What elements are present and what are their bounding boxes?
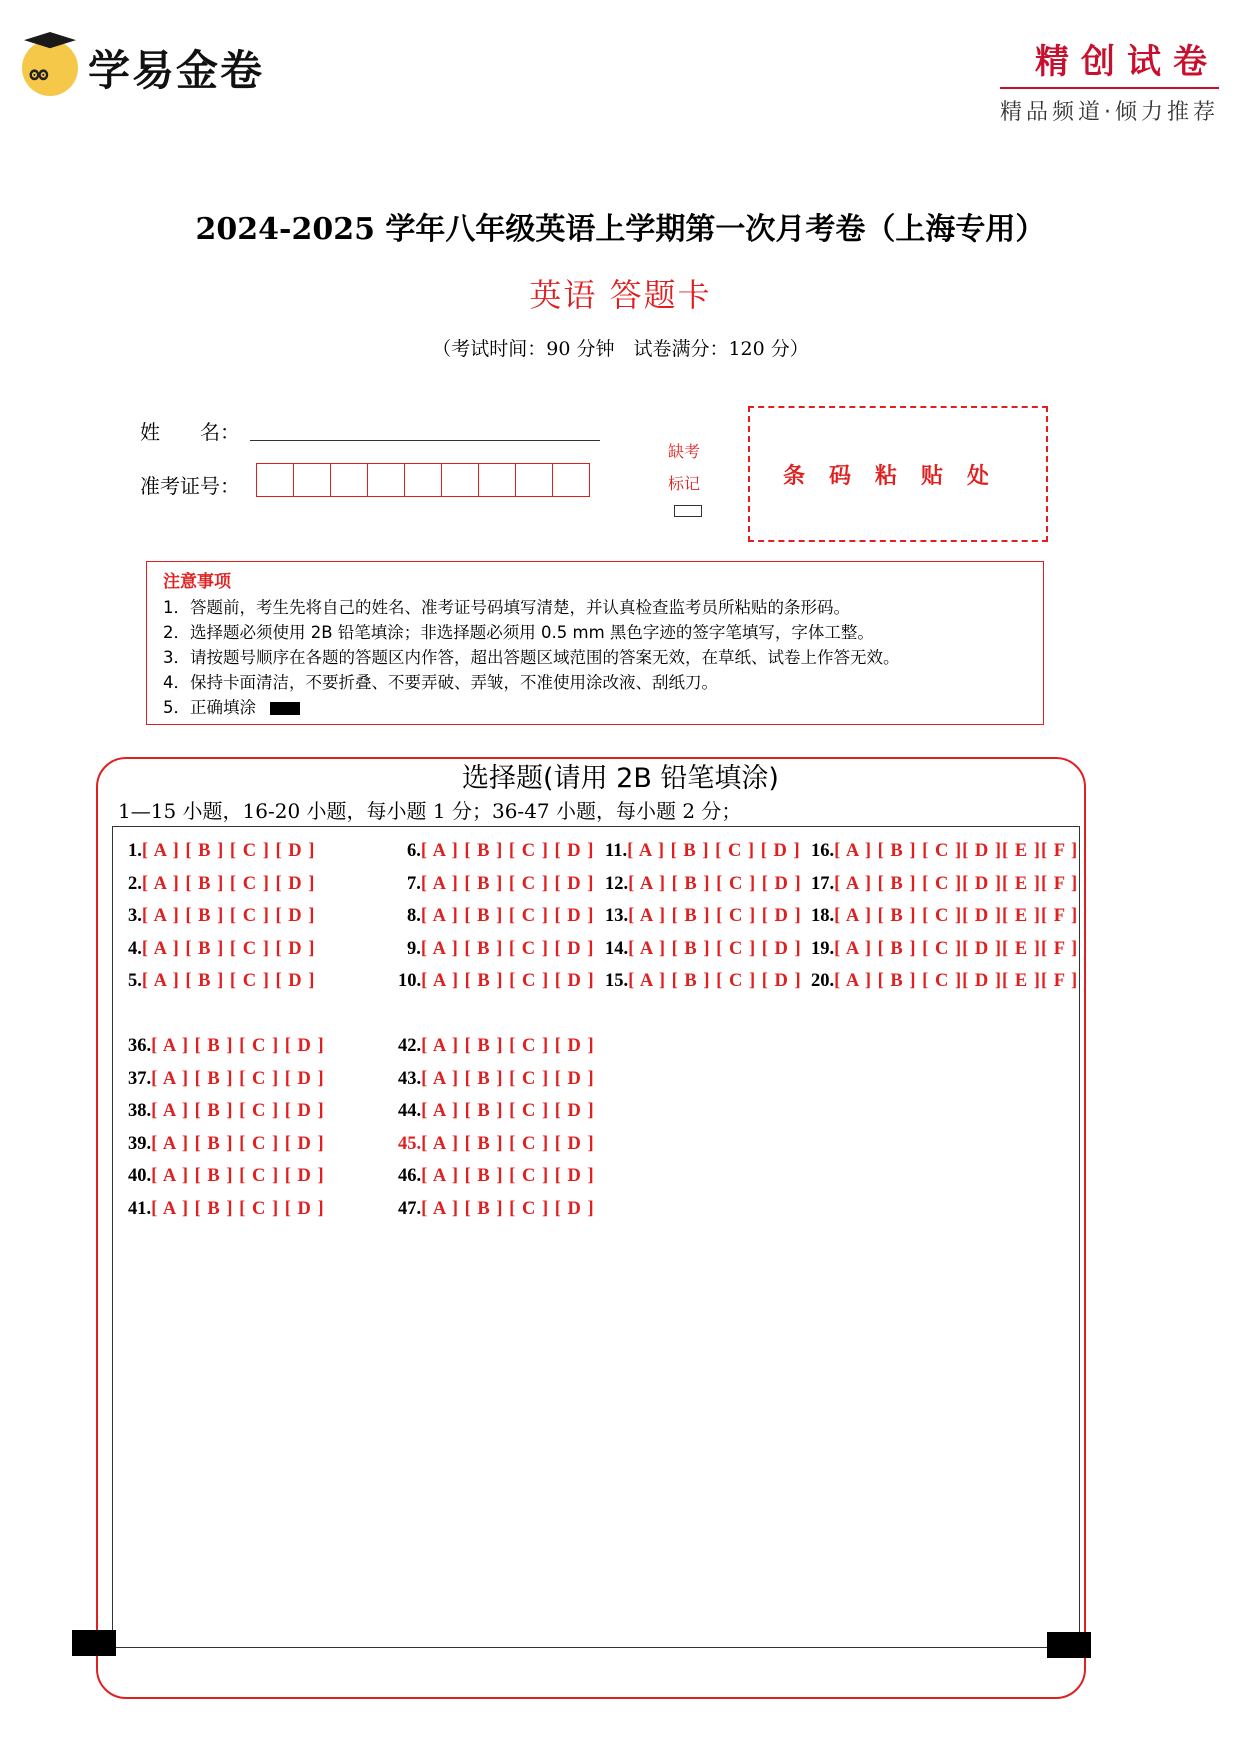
- notice-item-text: 5．正确填涂: [163, 698, 256, 717]
- name-label: 姓 名：: [140, 420, 240, 444]
- page-title: 2024-2025 学年八年级英语上学期第一次月考卷（上海专用）: [195, 212, 1046, 247]
- question-row[interactable]: [398, 1101, 595, 1122]
- notice-box: [146, 561, 1044, 725]
- question-row[interactable]: [407, 841, 594, 862]
- brand-title: 精创试卷: [1000, 34, 1219, 89]
- question-number: 20.: [811, 971, 835, 991]
- notice-item: 1．答题前，考生先将自己的姓名、准考证号码填写清楚，并认真检查监考员所粘贴的条形码。: [163, 598, 850, 617]
- answer-options[interactable]: [ A ] [ B ] [ C ] [ D ]: [421, 1101, 595, 1121]
- id-digit-box[interactable]: [294, 464, 331, 496]
- brand-subtitle: 精品频道·倾力推荐: [1000, 100, 1219, 125]
- section-note: 1—15 小题，16-20 小题，每小题 1 分；36-47 小题，每小题 2 分；: [118, 799, 742, 823]
- exam-id-boxes[interactable]: [256, 463, 590, 497]
- answer-options[interactable]: [ A ] [ B ] [ C ][ D ][ E ][ F ]: [834, 939, 1079, 959]
- question-number: 47.: [398, 1199, 422, 1219]
- answer-options[interactable]: [ A ] [ B ] [ C ] [ D ]: [421, 971, 595, 991]
- answer-options[interactable]: [ A ] [ B ] [ C ] [ D ]: [151, 1036, 325, 1056]
- question-number: 40.: [128, 1166, 152, 1186]
- question-row[interactable]: [407, 906, 594, 927]
- mascot-icon: [22, 40, 78, 96]
- question-number: 46.: [398, 1166, 422, 1186]
- answer-options[interactable]: [ A ] [ B ] [ C ] [ D ]: [420, 841, 595, 861]
- answer-options[interactable]: [ A ] [ B ] [ C ] [ D ]: [628, 939, 802, 959]
- id-digit-box[interactable]: [479, 464, 516, 496]
- question-row[interactable]: [128, 1101, 325, 1122]
- exam-info: （考试时间：90 分钟 试卷满分：120 分）: [432, 338, 809, 360]
- question-number: 2.: [128, 874, 142, 894]
- notice-item: 4．保持卡面清洁，不要折叠、不要弄破、弄皱，不准使用涂改液、刮纸刀。: [163, 673, 718, 692]
- question-number: 3.: [128, 906, 142, 926]
- id-digit-box[interactable]: [368, 464, 405, 496]
- absent-label-line2: 标记: [668, 474, 701, 493]
- question-row[interactable]: [811, 841, 1078, 862]
- brand-block: [1000, 34, 1219, 126]
- question-number: 13.: [605, 906, 629, 926]
- question-number: 16.: [811, 841, 835, 861]
- question-number: 9.: [407, 939, 421, 959]
- question-row[interactable]: [605, 939, 802, 960]
- id-digit-box[interactable]: [331, 464, 368, 496]
- notice-title: 注意事项: [163, 572, 231, 592]
- answer-options[interactable]: [ A ] [ B ] [ C ] [ D ]: [420, 939, 595, 959]
- answer-options[interactable]: [ A ] [ B ] [ C ][ D ][ E ][ F ]: [834, 971, 1079, 991]
- barcode-area: 条码粘贴处: [748, 406, 1048, 542]
- question-row[interactable]: [605, 971, 802, 992]
- graduation-cap-icon: [24, 32, 76, 50]
- question-number: 1.: [128, 841, 142, 861]
- question-row[interactable]: [398, 1036, 595, 1057]
- id-digit-box[interactable]: [516, 464, 553, 496]
- answer-options[interactable]: [ A ] [ B ] [ C ] [ D ]: [151, 1199, 325, 1219]
- answer-sheet-subtitle: 英语 答题卡: [529, 276, 712, 314]
- question-row[interactable]: [128, 1036, 325, 1057]
- answer-options[interactable]: [ A ] [ B ] [ C ][ D ][ E ][ F ]: [834, 874, 1079, 894]
- question-row[interactable]: [128, 939, 315, 960]
- question-row[interactable]: [128, 1134, 325, 1155]
- question-row[interactable]: [605, 906, 802, 927]
- question-row[interactable]: [398, 1166, 595, 1187]
- question-number: 12.: [605, 874, 629, 894]
- logo: [22, 38, 264, 98]
- question-number: 42.: [398, 1036, 422, 1056]
- question-row[interactable]: [398, 1134, 595, 1155]
- logo-text: 学易金卷: [88, 46, 265, 95]
- answer-options[interactable]: [ A ] [ B ] [ C ] [ D ]: [628, 971, 802, 991]
- question-row[interactable]: [128, 971, 315, 992]
- question-number: 8.: [407, 906, 421, 926]
- question-number: 19.: [811, 939, 835, 959]
- answer-options[interactable]: [ A ] [ B ] [ C ] [ D ]: [141, 841, 316, 861]
- question-number: 4.: [128, 939, 142, 959]
- question-row[interactable]: [398, 1199, 595, 1220]
- question-number: 15.: [605, 971, 629, 991]
- question-row[interactable]: [398, 971, 595, 992]
- absent-label-line1: 缺考: [668, 442, 701, 461]
- question-number: 7.: [407, 874, 421, 894]
- answer-options[interactable]: [ A ] [ B ] [ C ] [ D ]: [627, 841, 801, 861]
- answer-options[interactable]: [ A ] [ B ] [ C ] [ D ]: [628, 874, 802, 894]
- answer-options[interactable]: [ A ] [ B ] [ C ] [ D ]: [421, 1166, 595, 1186]
- id-digit-box[interactable]: [257, 464, 294, 496]
- question-row[interactable]: [605, 841, 801, 862]
- question-number: 39.: [128, 1134, 152, 1154]
- id-digit-box[interactable]: [405, 464, 442, 496]
- notice-item-fill-example: [163, 695, 1027, 720]
- answer-options[interactable]: [ A ] [ B ] [ C ] [ D ]: [141, 971, 316, 991]
- answer-options[interactable]: [ A ] [ B ] [ C ] [ D ]: [141, 906, 316, 926]
- question-number: 6.: [407, 841, 421, 861]
- registration-mark-right: [1047, 1632, 1091, 1658]
- question-row[interactable]: [128, 906, 315, 927]
- registration-mark-left: [72, 1630, 116, 1656]
- question-number: 45.: [398, 1134, 422, 1154]
- question-number: 41.: [128, 1199, 152, 1219]
- notice-item: 2．选择题必须使用 2B 铅笔填涂；非选择题必须用 0.5 mm 黑色字迹的签字笔填写，字体工整。: [163, 623, 874, 642]
- question-row[interactable]: [128, 841, 315, 862]
- filled-sample-icon: [270, 702, 300, 715]
- question-row[interactable]: [811, 906, 1078, 927]
- answer-options[interactable]: [ A ] [ B ] [ C ] [ D ]: [420, 874, 595, 894]
- section-title: 选择题(请用 2B 铅笔填涂): [462, 763, 779, 794]
- question-number: 43.: [398, 1069, 422, 1089]
- answer-options[interactable]: [ A ] [ B ] [ C ] [ D ]: [141, 874, 316, 894]
- question-number: 17.: [811, 874, 835, 894]
- question-row[interactable]: [811, 939, 1078, 960]
- answer-options[interactable]: [ A ] [ B ] [ C ] [ D ]: [151, 1101, 325, 1121]
- answer-options[interactable]: [ A ] [ B ] [ C ] [ D ]: [420, 906, 595, 926]
- question-row[interactable]: [128, 1069, 325, 1090]
- question-number: 14.: [605, 939, 629, 959]
- answer-options[interactable]: [ A ] [ B ] [ C ] [ D ]: [421, 1036, 595, 1056]
- question-row[interactable]: [128, 874, 315, 895]
- question-number: 38.: [128, 1101, 152, 1121]
- question-row[interactable]: [398, 1069, 595, 1090]
- answer-options[interactable]: [ A ] [ B ] [ C ][ D ][ E ][ F ]: [834, 906, 1079, 926]
- question-number: 36.: [128, 1036, 152, 1056]
- question-row[interactable]: [407, 874, 594, 895]
- answer-options[interactable]: [ A ] [ B ] [ C ] [ D ]: [141, 939, 316, 959]
- question-row[interactable]: [811, 971, 1078, 992]
- answer-options[interactable]: [ A ] [ B ] [ C ] [ D ]: [628, 906, 802, 926]
- answer-options[interactable]: [ A ] [ B ] [ C ] [ D ]: [151, 1069, 325, 1089]
- question-number: 10.: [398, 971, 422, 991]
- question-row[interactable]: [811, 874, 1078, 895]
- absent-mark-label: [668, 436, 700, 500]
- absent-checkbox[interactable]: [674, 505, 702, 517]
- question-row[interactable]: [605, 874, 802, 895]
- answer-options[interactable]: [ A ] [ B ] [ C ][ D ][ E ][ F ]: [834, 841, 1079, 861]
- question-number: 44.: [398, 1101, 422, 1121]
- glasses-icon: ʘʘ: [29, 64, 47, 85]
- question-number: 11.: [605, 841, 628, 861]
- answer-options[interactable]: [ A ] [ B ] [ C ] [ D ]: [421, 1069, 595, 1089]
- answer-options[interactable]: [ A ] [ B ] [ C ] [ D ]: [151, 1134, 325, 1154]
- name-field[interactable]: [250, 440, 600, 441]
- question-row[interactable]: [128, 1199, 325, 1220]
- question-number: 37.: [128, 1069, 152, 1089]
- answer-options[interactable]: [ A ] [ B ] [ C ] [ D ]: [421, 1134, 595, 1154]
- notice-item: 3．请按题号顺序在各题的答题区内作答，超出答题区域范围的答案无效，在草纸、试卷上作答无效。: [163, 648, 900, 667]
- question-number: 5.: [128, 971, 142, 991]
- id-label: 准考证号：: [140, 474, 240, 498]
- id-digit-box[interactable]: [553, 464, 589, 496]
- question-row[interactable]: [128, 1166, 325, 1187]
- id-digit-box[interactable]: [442, 464, 479, 496]
- question-row[interactable]: [407, 939, 594, 960]
- question-number: 18.: [811, 906, 835, 926]
- answer-options[interactable]: [ A ] [ B ] [ C ] [ D ]: [151, 1166, 325, 1186]
- answer-options[interactable]: [ A ] [ B ] [ C ] [ D ]: [421, 1199, 595, 1219]
